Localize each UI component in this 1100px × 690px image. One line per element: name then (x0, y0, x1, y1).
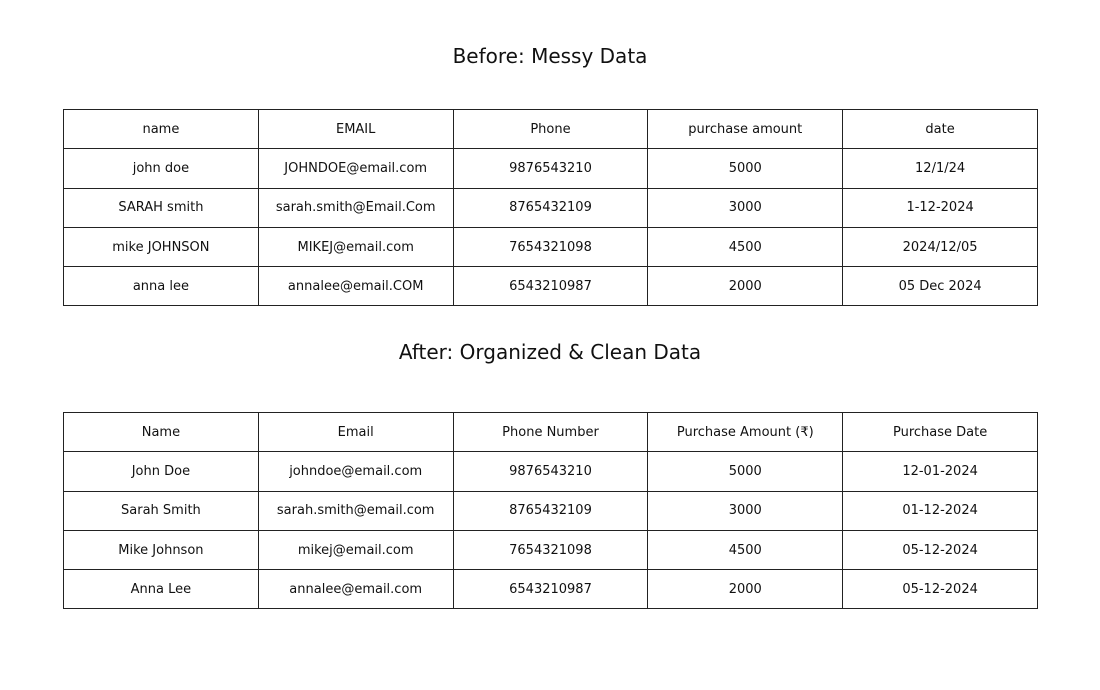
cell-name: SARAH smith (64, 188, 259, 227)
cell-purchase-amount: 4500 (648, 530, 843, 569)
cell-phone: 9876543210 (453, 149, 648, 188)
header-row (64, 413, 1038, 452)
cell-phone: 7654321098 (453, 227, 648, 266)
header-email: Email (258, 413, 453, 452)
table-row (64, 267, 1038, 306)
cell-date: 1-12-2024 (843, 188, 1038, 227)
cell-phone: 8765432109 (453, 188, 648, 227)
header-purchase-date: Purchase Date (843, 413, 1038, 452)
table-row (64, 570, 1038, 609)
header-date: date (843, 110, 1038, 149)
table-row (64, 452, 1038, 491)
cell-email: MIKEJ@email.com (258, 227, 453, 266)
cell-date: 05-12-2024 (843, 570, 1038, 609)
cell-email: JOHNDOE@email.com (258, 149, 453, 188)
cell-phone: 6543210987 (453, 267, 648, 306)
after-table (63, 412, 1038, 609)
cell-name: Mike Johnson (64, 530, 259, 569)
cell-email: sarah.smith@email.com (258, 491, 453, 530)
before-table (63, 109, 1038, 306)
cell-name: anna lee (64, 267, 259, 306)
cell-purchase-amount: 3000 (648, 188, 843, 227)
cell-email: mikej@email.com (258, 530, 453, 569)
cell-purchase-amount: 2000 (648, 267, 843, 306)
cell-name: mike JOHNSON (64, 227, 259, 266)
cell-date: 01-12-2024 (843, 491, 1038, 530)
cell-purchase-amount: 2000 (648, 570, 843, 609)
cell-purchase-amount: 5000 (648, 452, 843, 491)
cell-email: annalee@email.COM (258, 267, 453, 306)
cell-date: 05-12-2024 (843, 530, 1038, 569)
cell-phone: 9876543210 (453, 452, 648, 491)
cell-purchase-amount: 5000 (648, 149, 843, 188)
header-phone: Phone (453, 110, 648, 149)
cell-phone: 8765432109 (453, 491, 648, 530)
cell-email: annalee@email.com (258, 570, 453, 609)
cell-date: 12-01-2024 (843, 452, 1038, 491)
header-email: EMAIL (258, 110, 453, 149)
header-purchase-amount: Purchase Amount (₹) (648, 413, 843, 452)
cell-purchase-amount: 4500 (648, 227, 843, 266)
cell-phone: 7654321098 (453, 530, 648, 569)
cell-date: 2024/12/05 (843, 227, 1038, 266)
cell-name: Anna Lee (64, 570, 259, 609)
header-name: Name (64, 413, 259, 452)
cell-purchase-amount: 3000 (648, 491, 843, 530)
table-row (64, 188, 1038, 227)
header-purchase-amount: purchase amount (648, 110, 843, 149)
cell-date: 05 Dec 2024 (843, 267, 1038, 306)
table-row (64, 530, 1038, 569)
header-row (64, 110, 1038, 149)
header-phone-number: Phone Number (453, 413, 648, 452)
cell-name: John Doe (64, 452, 259, 491)
table-row (64, 227, 1038, 266)
cell-email: johndoe@email.com (258, 452, 453, 491)
header-name: name (64, 110, 259, 149)
before-title: Before: Messy Data (452, 44, 648, 68)
cell-name: Sarah Smith (64, 491, 259, 530)
cell-email: sarah.smith@Email.Com (258, 188, 453, 227)
cell-name: john doe (64, 149, 259, 188)
table-row (64, 149, 1038, 188)
cell-date: 12/1/24 (843, 149, 1038, 188)
table-row (64, 491, 1038, 530)
cell-phone: 6543210987 (453, 570, 648, 609)
after-title: After: Organized & Clean Data (398, 340, 702, 364)
